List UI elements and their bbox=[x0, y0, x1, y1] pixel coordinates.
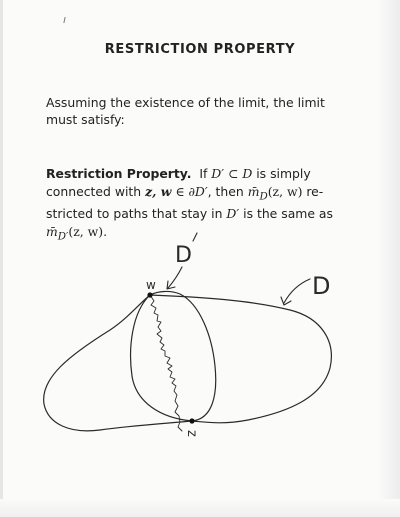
scan-edge-left bbox=[0, 0, 3, 517]
math-m-bar-2: m̄ bbox=[46, 224, 58, 240]
math-d-prime-2: D′ bbox=[226, 206, 240, 222]
intro-line-2: must satisfy: bbox=[46, 112, 125, 127]
outer-domain-d-boundary bbox=[44, 295, 332, 431]
math-subscript-d: D bbox=[259, 190, 268, 203]
text-is-simply: is simply bbox=[256, 166, 311, 181]
math-z-w: z, w bbox=[145, 184, 172, 199]
point-w-dot bbox=[147, 292, 152, 297]
math-args-z-w: (z, w) bbox=[267, 184, 303, 199]
text-then: , then bbox=[207, 184, 244, 199]
point-z-dot bbox=[189, 418, 194, 423]
math-args-z-w-2: (z, w). bbox=[68, 224, 108, 240]
arrow-d-prime-shaft bbox=[168, 267, 182, 288]
label-d-prime: D bbox=[175, 243, 192, 268]
scan-edge-right bbox=[378, 0, 400, 517]
math-subscript-d-prime: D′ bbox=[57, 230, 69, 243]
page-title: RESTRICTION PROPERTY bbox=[104, 42, 296, 57]
arrow-d-head bbox=[281, 297, 291, 305]
math-d: D bbox=[242, 166, 253, 181]
scan-edge-bottom bbox=[0, 499, 400, 517]
math-m-bar: m̄ bbox=[247, 184, 260, 199]
text-if: If bbox=[199, 166, 208, 181]
restriction-property-paragraph bbox=[46, 165, 364, 246]
math-boundary-d-prime: ∂D′ bbox=[188, 184, 208, 199]
stray-pen-mark bbox=[63, 17, 65, 23]
text-re: re- bbox=[306, 184, 324, 199]
inner-domain-d-prime-boundary bbox=[131, 291, 216, 421]
intro-line-1: Assuming the existence of the limit, the limit bbox=[46, 95, 325, 110]
random-path bbox=[150, 295, 182, 431]
label-z: z bbox=[184, 430, 199, 437]
math-subset: ⊂ bbox=[228, 166, 239, 181]
text-connected-with: connected with bbox=[46, 184, 142, 199]
label-w: w bbox=[146, 278, 156, 292]
intro-text bbox=[46, 94, 366, 128]
arrow-d-prime-head bbox=[167, 281, 175, 289]
text-is-the-same-as: is the same as bbox=[243, 206, 333, 222]
property-label: Restriction Property. bbox=[46, 166, 192, 181]
math-d-prime: D′ bbox=[211, 166, 225, 181]
math-element-of: ∈ bbox=[175, 184, 185, 199]
arrow-d-shaft bbox=[284, 279, 310, 303]
label-d: D bbox=[312, 272, 331, 300]
text-stricted-to-paths: stricted to paths that stay in bbox=[46, 206, 223, 222]
